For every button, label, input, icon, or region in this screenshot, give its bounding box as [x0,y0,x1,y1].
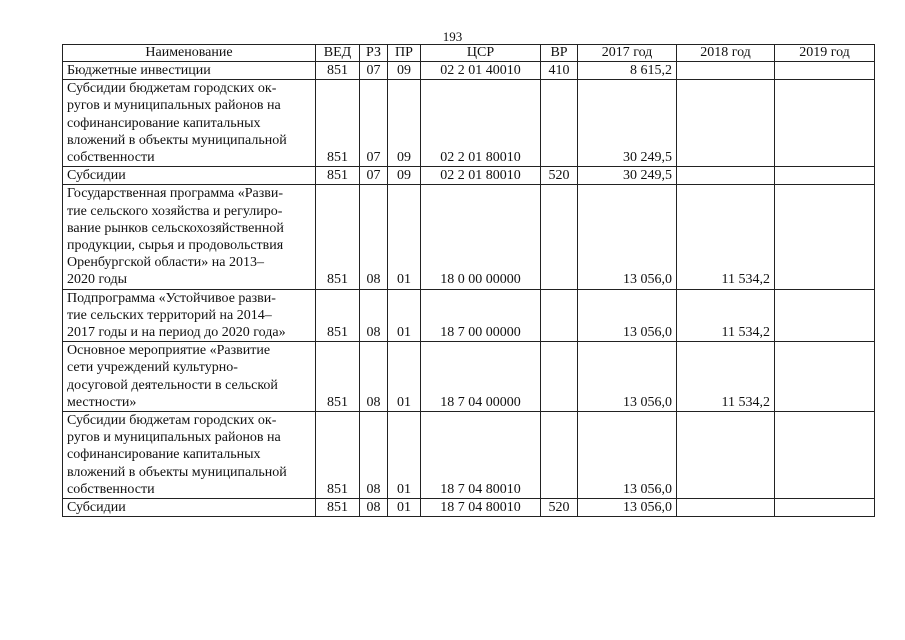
row-csr: 02 2 01 80010 [421,80,541,167]
row-2017: 8 615,2 [578,62,677,80]
row-rz: 07 [360,62,388,80]
row-name-text: Бюджетные инвестиции [67,63,211,78]
row-2019 [775,342,875,412]
row-csr: 18 7 00 00000 [421,289,541,342]
row-rz: 08 [360,412,388,499]
row-csr: 18 0 00 00000 [421,185,541,289]
row-pr: 09 [388,167,421,185]
row-pr: 09 [388,62,421,80]
row-name [63,62,316,80]
row-pr: 01 [388,342,421,412]
row-ved: 851 [316,289,360,342]
page-number: 193 [442,29,463,44]
row-ved: 851 [316,185,360,289]
row-2017: 13 056,0 [578,289,677,342]
row-vr [541,185,578,289]
row-csr: 18 7 04 80010 [421,499,541,517]
row-ved: 851 [316,80,360,167]
table-row [63,289,875,342]
row-2019 [775,499,875,517]
row-2019 [775,62,875,80]
row-2019 [775,167,875,185]
row-name [63,167,316,185]
row-vr: 520 [541,167,578,185]
row-name-text: Подпрограмма «Устойчивое разви- тие сельских территорий на 2014– 2017 годы и на период до 2020 года» [67,290,286,341]
row-vr [541,289,578,342]
col-header-vr: ВР [541,45,578,62]
row-2017: 30 249,5 [578,80,677,167]
table-row [63,412,875,499]
row-2018: 11 534,2 [677,185,775,289]
row-rz: 07 [360,80,388,167]
row-ved: 851 [316,167,360,185]
row-2017: 13 056,0 [578,412,677,499]
table-row [63,499,875,517]
row-csr: 02 2 01 40010 [421,62,541,80]
row-name-text: Субсидии бюджетам городских ок- ругов и муниципальных районов на софинансирование капитальных вложений в объекты муниципальной собственности [67,81,287,166]
row-ved: 851 [316,342,360,412]
row-2019 [775,412,875,499]
row-2017: 13 056,0 [578,185,677,289]
col-header-2017: 2017 год [578,45,677,62]
row-csr: 18 7 04 80010 [421,412,541,499]
row-rz: 08 [360,289,388,342]
col-header-pr: ПР [388,45,421,62]
row-name-text: Субсидии [67,500,126,516]
row-name-text: Субсидии бюджетам городских ок- ругов и муниципальных районов на софинансирование капитальных вложений в объекты муниципальной собственности [67,413,287,497]
row-csr: 02 2 01 80010 [421,167,541,185]
row-name [63,185,316,289]
col-header-2018: 2018 год [677,45,775,62]
row-2019 [775,289,875,342]
budget-table [62,44,875,517]
table-row [63,342,875,412]
header-row [63,45,875,62]
row-rz: 08 [360,185,388,289]
row-2017: 13 056,0 [578,342,677,412]
table-row [63,80,875,167]
row-2019 [775,80,875,167]
table-row [63,62,875,80]
row-name [63,289,316,342]
row-pr: 01 [388,499,421,517]
row-name [63,499,316,517]
row-name-text: Государственная программа «Разви- тие сельского хозяйства и регулиро- вание рынков сельскохозяйственной продукции, сырья и продовольствия Оренбургской области» на 2013– 2020 годы [67,186,284,288]
row-pr: 01 [388,185,421,289]
row-2018 [677,412,775,499]
row-vr [541,342,578,412]
col-header-csr: ЦСР [421,45,541,62]
row-name [63,412,316,499]
row-rz: 07 [360,167,388,185]
row-vr: 520 [541,499,578,517]
row-ved: 851 [316,412,360,499]
col-header-ved: ВЕД [316,45,360,62]
col-header-rz: РЗ [360,45,388,62]
row-name-text: Основное мероприятие «Развитие сети учреждений культурно- досуговой деятельности в сельской местности» [67,343,278,410]
row-pr: 01 [388,412,421,499]
row-pr: 01 [388,289,421,342]
row-2018: 11 534,2 [677,342,775,412]
row-2019 [775,185,875,289]
row-vr: 410 [541,62,578,80]
row-vr [541,412,578,499]
row-rz: 08 [360,499,388,517]
row-2018 [677,167,775,185]
row-vr [541,80,578,167]
row-ved: 851 [316,499,360,517]
col-header-name: Наименование [63,45,316,62]
row-2018 [677,62,775,80]
col-header-2019: 2019 год [775,45,875,62]
row-2018 [677,80,775,167]
row-csr: 18 7 04 00000 [421,342,541,412]
row-2018: 11 534,2 [677,289,775,342]
row-pr: 09 [388,80,421,167]
table-row [63,167,875,185]
row-name [63,342,316,412]
row-2017: 30 249,5 [578,167,677,185]
row-2018 [677,499,775,517]
table-row [63,185,875,289]
row-name [63,80,316,167]
row-rz: 08 [360,342,388,412]
row-name-text: Субсидии [67,168,126,184]
row-2017: 13 056,0 [578,499,677,517]
row-ved: 851 [316,62,360,80]
